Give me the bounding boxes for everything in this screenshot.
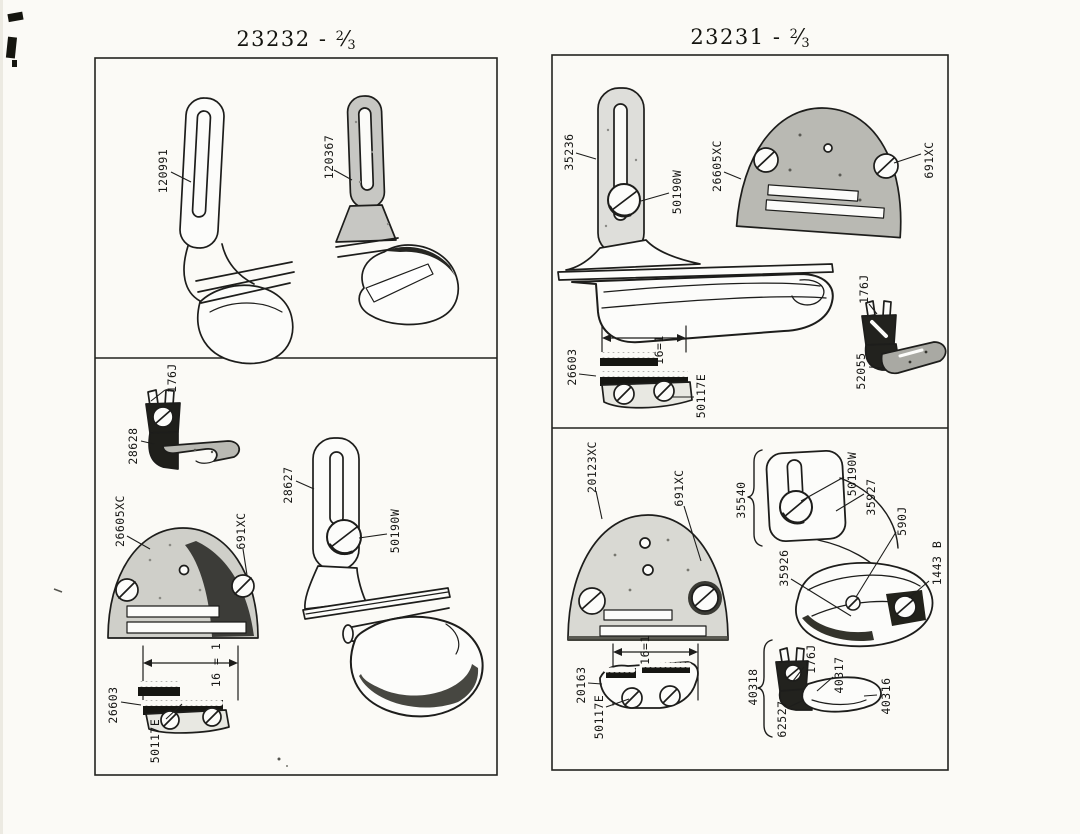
part-label-62527: 62527 (775, 700, 789, 738)
part-label-20163: 20163 (574, 666, 588, 704)
part-label-26605xc-b: 26605XC (710, 140, 724, 192)
part-label-50117e-b2: 50117E (592, 694, 606, 740)
panel-title-23231 (690, 25, 809, 51)
part-label-35926: 35926 (777, 549, 791, 587)
illus-folder-28627 (303, 438, 483, 716)
part-label-26603-a: 26603 (106, 686, 120, 724)
part-label-50117e-a: 50117E (148, 718, 162, 764)
part-label-52055: 52055 (854, 352, 868, 390)
illus-throat-plate-20123xc (568, 515, 728, 641)
part-label-50190w-a: 50190W (388, 508, 402, 554)
part-label-40318: 40318 (746, 668, 760, 706)
illus-feed-dog-20163 (600, 662, 698, 708)
panel-number: 23231 (690, 25, 765, 49)
title-separator: - (318, 27, 328, 51)
illus-folder-120367 (336, 95, 458, 324)
part-label-120367: 120367 (322, 134, 336, 180)
part-label-691xc-a: 691XC (234, 512, 248, 550)
part-label-1443b: 1443 B (930, 540, 944, 586)
part-label-176j-b2: 176J (804, 644, 818, 674)
part-label-35540: 35540 (734, 481, 748, 519)
part-label-35236: 35236 (562, 133, 576, 171)
part-label-20123xc: 20123XC (585, 441, 599, 493)
part-label-35927: 35927 (864, 478, 878, 516)
part-label-28628: 28628 (126, 427, 140, 465)
panel-number: 23232 (236, 27, 311, 51)
part-label-50190w-b2: 50190W (845, 451, 859, 497)
part-label-691xc-b2: 691XC (672, 469, 686, 507)
title-separator: - (772, 25, 782, 49)
illus-folder-120991 (179, 97, 294, 363)
part-label-40316: 40316 (879, 677, 893, 715)
scale-fraction: $^2⁄_3$ (335, 27, 356, 53)
part-label-26603-b: 26603 (565, 348, 579, 386)
dimension-label-b1: 16=1 (652, 335, 666, 365)
part-label-590j: 590J (895, 506, 909, 536)
illus-throat-plate-26605xc-b (737, 102, 909, 237)
panel-title-23232 (236, 27, 355, 53)
part-label-50117e-b1: 50117E (694, 373, 708, 419)
part-label-120991: 120991 (156, 148, 170, 194)
dimension-label-a: 16 = 1 (209, 642, 223, 688)
part-label-28627: 28627 (281, 466, 295, 504)
dimension-label-b2: 16=1 (638, 635, 652, 665)
illus-presser-foot-52055 (862, 301, 946, 373)
part-label-176j-b1: 176J (857, 274, 871, 304)
part-label-40317: 40317 (832, 656, 846, 694)
part-label-26605xc-a: 26605XC (113, 495, 127, 547)
illus-presser-foot-28628 (146, 390, 239, 469)
part-label-691xc-b1: 691XC (922, 141, 936, 179)
part-label-50190w-b1: 50190W (670, 169, 684, 215)
illus-feed-dog-26603-b (600, 352, 692, 408)
scale-fraction: $^2⁄_3$ (789, 25, 810, 51)
part-label-176j-a: 176J (165, 363, 179, 393)
